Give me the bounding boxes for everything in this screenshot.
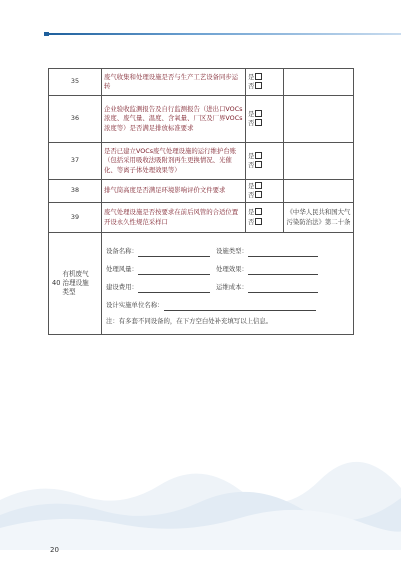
- table-note: 注：有多套不同设备的，在下方空白处补充填写以上信息。: [106, 316, 273, 325]
- field-row: [106, 293, 349, 311]
- field-row: [106, 275, 349, 293]
- header-rule-marker: [44, 32, 49, 36]
- designer-field[interactable]: [164, 303, 316, 311]
- table-row: [49, 233, 354, 335]
- row-number: 36: [49, 96, 102, 143]
- page-number: 20: [50, 546, 59, 554]
- row-item: 企业验收监测报告及自行监测报告（进出口VOCs浓度、废气量、温度、含氧量、厂区及厂界VOCs浓度等）是否满足排放标准要求: [102, 96, 246, 143]
- yes-label: 是: [248, 72, 255, 81]
- field-row: [106, 239, 349, 257]
- row-basis: 《中华人民共和国大气污染防治法》第二十条: [284, 203, 354, 233]
- no-label: 否: [248, 82, 255, 90]
- row-40-label: 有机废气治理设施类型: [62, 270, 89, 296]
- yes-no-options: [246, 69, 284, 96]
- yes-checkbox[interactable]: [255, 208, 262, 215]
- airflow-field[interactable]: [138, 267, 210, 275]
- table-row: [49, 69, 354, 96]
- row-40-label-cell: [49, 233, 102, 335]
- facility-type-label: 设施类型：: [215, 247, 248, 256]
- no-label: 否: [248, 119, 255, 127]
- equipment-name-field[interactable]: [138, 249, 210, 257]
- equipment-name-label: 设备名称：: [106, 247, 138, 256]
- row-basis: [284, 143, 354, 180]
- row-number: 40: [52, 279, 61, 287]
- construction-cost-label: 建设费用：: [106, 283, 138, 292]
- row-basis: [284, 180, 354, 203]
- mountain-landscape-decoration: [0, 440, 401, 550]
- no-checkbox[interactable]: [255, 218, 262, 225]
- no-label: 否: [248, 161, 255, 169]
- header-rule: [46, 33, 401, 35]
- row-item: 废气收集和处理设施是否与生产工艺设备同步运转: [102, 69, 246, 96]
- no-checkbox[interactable]: [255, 119, 262, 126]
- effect-field[interactable]: [248, 267, 318, 275]
- yes-checkbox[interactable]: [255, 73, 262, 80]
- facility-type-field[interactable]: [248, 249, 318, 257]
- yes-checkbox[interactable]: [255, 152, 262, 159]
- designer-label: 设计实施单位名称：: [106, 301, 164, 310]
- row-basis: [284, 96, 354, 143]
- no-checkbox[interactable]: [255, 82, 262, 89]
- table-row: [49, 180, 354, 203]
- no-checkbox[interactable]: [255, 161, 262, 168]
- yes-checkbox[interactable]: [255, 110, 262, 117]
- yes-no-options: [246, 96, 284, 143]
- operation-cost-label: 运维成本：: [215, 283, 248, 292]
- effect-label: 处理效果：: [215, 265, 248, 274]
- yes-label: 是: [248, 208, 255, 216]
- no-checkbox[interactable]: [255, 191, 262, 198]
- yes-no-options: [246, 180, 284, 203]
- no-label: 否: [248, 191, 255, 199]
- row-item: 废气处理设施是否按要求在前后风管的合适位置开设永久性规范采样口: [102, 203, 246, 233]
- row-item: 排气筒高度是否满足环境影响评价文件要求: [102, 180, 246, 203]
- table-row: [49, 203, 354, 233]
- row-number: 37: [49, 143, 102, 180]
- no-label: 否: [248, 217, 255, 226]
- yes-checkbox[interactable]: [255, 182, 262, 189]
- row-number: 39: [49, 203, 102, 233]
- equipment-fields: [102, 233, 354, 335]
- row-number: 35: [49, 69, 102, 96]
- table-row: [49, 96, 354, 143]
- inspection-table: [48, 68, 354, 335]
- yes-label: 是: [248, 151, 255, 160]
- yes-no-options: [246, 203, 284, 233]
- construction-cost-field[interactable]: [138, 285, 210, 293]
- operation-cost-field[interactable]: [248, 285, 318, 293]
- airflow-label: 处理风量：: [106, 265, 138, 274]
- table-row: [49, 143, 354, 180]
- yes-label: 是: [248, 181, 255, 190]
- row-number: 38: [49, 180, 102, 203]
- field-row: [106, 257, 349, 275]
- yes-label: 是: [248, 109, 255, 118]
- row-basis: [284, 69, 354, 96]
- row-item: 是否已建立VOCs废气处理设施的运行维护台账（包括采用吸收法吸附剂再生更换情况、光催化、等离子体处理效果等）: [102, 143, 246, 180]
- yes-no-options: [246, 143, 284, 180]
